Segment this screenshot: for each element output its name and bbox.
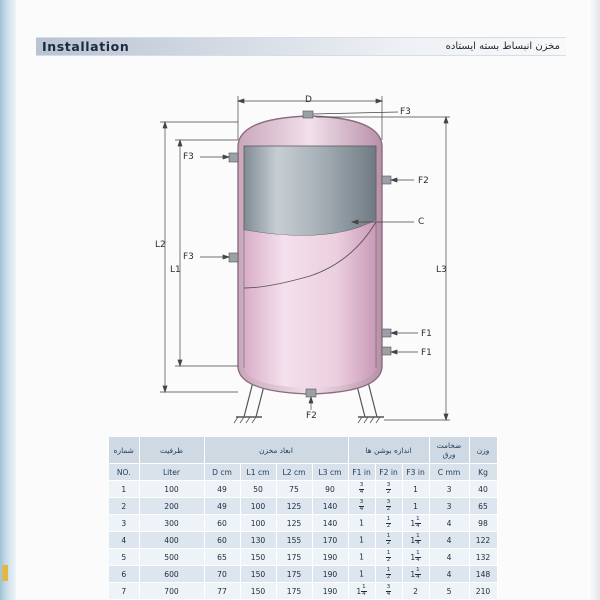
table-row [109,532,497,549]
table-cell-l1: 100 [240,515,276,532]
table-cell-kg: 132 [469,549,497,566]
table-row [109,566,497,583]
table-cell-kg: 122 [469,532,497,549]
fraction-denominator: 2 [386,556,391,563]
table-cell-d: 60 [204,515,240,532]
table-cell-l3: 90 [312,481,348,498]
table-cell-f2 [375,566,402,583]
column-header: L3 cm [312,464,348,481]
column-header: L1 cm [240,464,276,481]
column-header: Kg [469,464,497,481]
table-cell-l2: 155 [276,532,312,549]
table-cell-d: 70 [204,566,240,583]
fraction [386,500,392,513]
fraction-whole: 1 [410,518,416,528]
fraction-denominator: 4 [359,505,364,512]
table-cell-l1: 150 [240,549,276,566]
fraction-denominator: 2 [386,522,391,529]
fraction [415,551,421,564]
group-header-weight: وزن [469,437,497,464]
group-header-row-no: شماره [109,437,139,464]
table-cell-f2 [375,515,402,532]
table-cell-c: 4 [429,549,469,566]
table-cell-l3: 140 [312,515,348,532]
fraction-numerator: 3 [386,583,391,590]
fraction [386,517,392,530]
column-header: Liter [139,464,204,481]
group-header-dimensions: ابعاد مخزن [204,437,348,464]
fraction-whole: 1 [356,586,362,596]
table-group-header-row [109,437,497,464]
table-cell-f1 [348,566,375,583]
fraction-numerator: 1 [386,549,391,556]
fraction [359,500,365,513]
table-cell-c: 5 [429,583,469,600]
column-header: D cm [204,464,240,481]
table-cell-no: 1 [109,481,139,498]
table-cell-d: 77 [204,583,240,600]
fraction [415,534,421,547]
table-cell-l2: 125 [276,498,312,515]
table-cell-kg: 65 [469,498,497,515]
table-cell-f2 [375,532,402,549]
label-f2-bottom: F2 [306,411,317,421]
fraction-denominator: 2 [386,505,391,512]
fraction-whole: 1 [410,552,416,562]
label-f1-upper: F1 [421,329,432,339]
table-cell-f3 [402,549,429,566]
fraction-numerator: 3 [386,481,391,488]
table-cell-liter: 600 [139,566,204,583]
table-cell-liter: 100 [139,481,204,498]
label-l3: L3 [436,265,447,275]
table-cell-no: 6 [109,566,139,583]
table-cell-f1 [348,481,375,498]
table-cell-l2: 175 [276,549,312,566]
fraction-numerator: 1 [386,515,391,522]
table-cell-kg: 40 [469,481,497,498]
table-cell-f1 [348,532,375,549]
table-cell-d: 60 [204,532,240,549]
table-cell-no: 5 [109,549,139,566]
table-cell-f1 [348,498,375,515]
label-l2: L2 [155,240,166,250]
table-cell-kg: 210 [469,583,497,600]
fraction-denominator: 4 [416,522,420,529]
label-l1: L1 [170,265,181,275]
table-cell-f2 [375,481,402,498]
group-header-fittings: اندازه بوشن ها [348,437,429,464]
fraction [386,551,392,564]
table-cell-l3: 190 [312,549,348,566]
table-cell-kg: 98 [469,515,497,532]
table-column-header-row [109,464,497,481]
table-cell-l3: 140 [312,498,348,515]
fraction-denominator: 2 [386,573,391,580]
table-cell-liter: 700 [139,583,204,600]
label-f3-top: F3 [400,107,411,117]
table-cell-liter: 400 [139,532,204,549]
group-header-thickness: ضخامت ورق [429,437,469,464]
section-subtitle-fa: مخزن انبساط بسته ایستاده [445,41,560,52]
fraction-denominator: 4 [416,556,420,563]
table-cell-c: 3 [429,498,469,515]
table-cell-f3 [402,532,429,549]
table-cell-f2 [375,549,402,566]
fraction-numerator: 1 [416,566,420,573]
table-cell-l1: 100 [240,498,276,515]
table-cell-l1: 150 [240,566,276,583]
table-cell-no: 4 [109,532,139,549]
label-c: C [418,217,425,227]
fraction-numerator: 3 [359,498,364,505]
table-cell-f3: 2 [402,583,429,600]
table-cell-l3: 190 [312,566,348,583]
binding-marker [2,565,8,581]
table-row [109,549,497,566]
fraction-numerator: 1 [416,549,420,556]
table-cell-d: 49 [204,498,240,515]
table-cell-f2 [375,498,402,515]
table-cell-l1: 150 [240,583,276,600]
table-cell-no: 3 [109,515,139,532]
fraction-denominator: 4 [416,539,420,546]
table-cell-c: 4 [429,532,469,549]
fraction-whole: 1 [359,518,364,528]
table-cell-l3: 190 [312,583,348,600]
table-cell-f3: 1 [402,498,429,515]
table-row [109,583,497,600]
fraction-numerator: 1 [386,566,391,573]
fraction [386,483,392,496]
column-header: NO. [109,464,139,481]
table-cell-c: 3 [429,481,469,498]
table-body [109,481,497,600]
column-header: L2 cm [276,464,312,481]
fraction [361,585,367,598]
table-cell-f3: 1 [402,481,429,498]
label-f3-left-upper: F3 [183,152,194,162]
table-cell-f1 [348,583,375,600]
fraction-denominator: 2 [386,488,391,495]
water-chamber [244,220,376,388]
table-cell-liter: 300 [139,515,204,532]
table-cell-d: 65 [204,549,240,566]
fraction [415,568,421,581]
table-cell-c: 4 [429,566,469,583]
table-cell-l1: 50 [240,481,276,498]
specification-table [109,437,498,600]
table-row [109,481,497,498]
fraction-numerator: 3 [386,498,391,505]
fraction-denominator: 4 [359,488,364,495]
fraction-numerator: 1 [386,532,391,539]
fraction [386,585,392,598]
table-cell-l2: 175 [276,566,312,583]
fraction [386,534,392,547]
table-cell-f2 [375,583,402,600]
fraction-whole: 1 [410,535,416,545]
label-f1-lower: F1 [421,348,432,358]
table-cell-no: 2 [109,498,139,515]
fraction-whole: 1 [410,569,416,579]
fraction-numerator: 1 [362,583,366,590]
table-cell-liter: 500 [139,549,204,566]
table-cell-l2: 125 [276,515,312,532]
table-cell-no: 7 [109,583,139,600]
table-cell-l2: 175 [276,583,312,600]
fraction-numerator: 3 [359,481,364,488]
fraction-numerator: 1 [416,532,420,539]
fraction [386,568,392,581]
section-title: Installation [42,39,130,54]
fraction-whole: 1 [359,535,364,545]
table-cell-c: 4 [429,515,469,532]
table-cell-f3 [402,566,429,583]
label-f2-right: F2 [418,176,429,186]
table-cell-f1 [348,549,375,566]
label-f3-left-lower: F3 [183,252,194,262]
fraction-denominator: 4 [386,590,391,597]
fraction-whole: 1 [359,569,364,579]
table-cell-liter: 200 [139,498,204,515]
fraction-denominator: 4 [416,573,420,580]
fraction-whole: 1 [359,552,364,562]
group-header-capacity: ظرفیت [139,437,204,464]
fraction-numerator: 1 [416,515,420,522]
table-cell-f1 [348,515,375,532]
table-cell-l1: 130 [240,532,276,549]
label-d: D [305,95,312,105]
column-header: F3 in [402,464,429,481]
fraction-denominator: 4 [362,590,366,597]
table-cell-l2: 75 [276,481,312,498]
table-row [109,498,497,515]
table-cell-kg: 148 [469,566,497,583]
table-cell-d: 49 [204,481,240,498]
fraction [359,483,365,496]
column-header: F2 in [375,464,402,481]
table-cell-l3: 170 [312,532,348,549]
fraction [415,517,421,530]
column-header: F1 in [348,464,375,481]
table-row [109,515,497,532]
column-header: C mm [429,464,469,481]
table-cell-f3 [402,515,429,532]
fraction-denominator: 2 [386,539,391,546]
